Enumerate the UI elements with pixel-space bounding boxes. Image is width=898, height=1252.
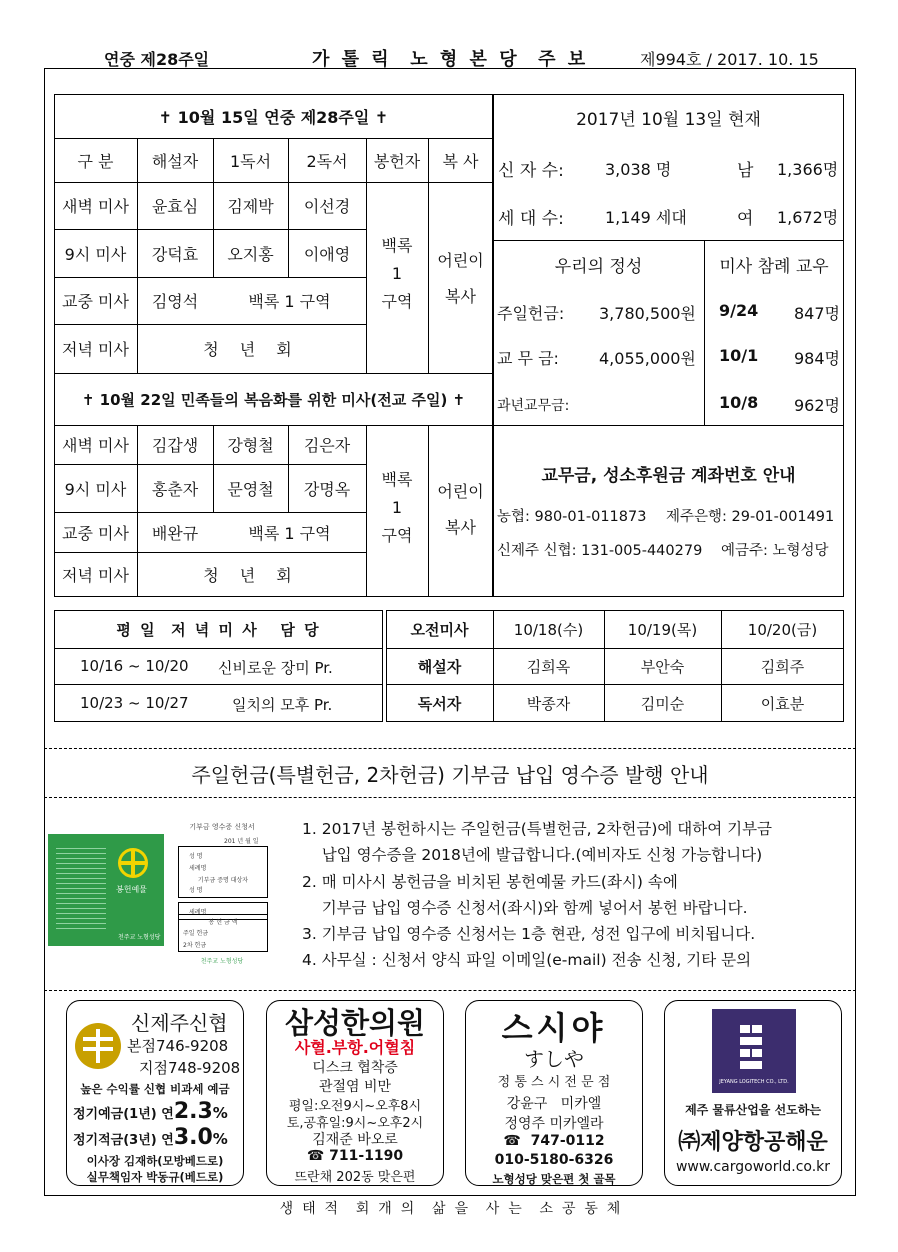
cell: 청 년 회 — [203, 340, 300, 359]
cell: 김갑생 — [151, 436, 199, 455]
believers-label: 신 자 수: — [498, 161, 564, 181]
mass-label: 저녁 미사 — [62, 340, 129, 359]
card-label: 봉헌예물 — [116, 885, 147, 894]
account-line: 예금주: 노형성당 — [721, 543, 829, 559]
form-field: 주일 헌금 — [183, 930, 209, 937]
account-title: 교무금, 성소후원금 계좌번호 안내 — [541, 465, 796, 486]
ad-line: 강윤구 미카엘 — [506, 1096, 602, 1112]
day-header: 10/19(목) — [627, 620, 698, 639]
ad-line: 사혈.부항.어혈침 — [294, 1038, 416, 1057]
account-line: 제주은행: 29-01-001491 — [666, 509, 835, 525]
receipt-item: 기부금 납입 영수증 신청서(좌시)와 함께 넣어서 봉헌 바랍니다. — [302, 899, 748, 917]
card-text-block — [56, 844, 106, 930]
cell: 청 년 회 — [203, 566, 300, 585]
role-name: 김희옥 — [526, 657, 571, 676]
col-header: 복 사 — [442, 151, 479, 171]
ad-rate-unit: % — [212, 1104, 228, 1122]
receipt-item: 2. 매 미사시 봉헌금을 비치된 봉헌예물 카드(좌시) 속에 — [302, 873, 678, 891]
form-box — [178, 846, 268, 898]
receipt-item: 3. 기부금 납입 영수증 신청서는 1층 현관, 성전 입구에 비치됩니다. — [302, 925, 756, 943]
cell: 백록 1 구역 — [248, 292, 331, 311]
ad-name: 신제주신협 — [131, 1011, 228, 1035]
stats-asof: 2017년 10월 13일 현재 — [576, 109, 761, 130]
weekday-group: 일치의 모후 Pr. — [232, 696, 333, 714]
cell: 백록 1 구역 — [248, 523, 331, 543]
receipt-item: 4. 사무실 : 신청서 양식 파일 이메일(e-mail) 전송 신청, 기타 문의 — [302, 951, 752, 969]
ad-line: 제주 물류산업을 선도하는 — [685, 1103, 821, 1117]
ad-line: 관절염 비만 — [318, 1079, 392, 1095]
offering-label: 과년교무금: — [497, 398, 570, 414]
offerer-line: 1 — [391, 498, 403, 517]
ad-line: 정 통 스 시 전 문 점 — [497, 1075, 611, 1090]
offerer-line: 구역 — [381, 292, 413, 311]
ad-credit-union[interactable] — [66, 1000, 244, 1186]
attendance-date: 10/8 — [719, 393, 759, 412]
offering-value: 4,055,000원 — [599, 349, 696, 368]
households-value: 1,149 세대 — [605, 208, 687, 227]
cell: 강덕효 — [151, 244, 199, 264]
divider-dashed — [44, 797, 856, 798]
ad-rate-label: 정기적금(3년) 연 — [73, 1133, 174, 1148]
ad-rate-value: 3.0 — [173, 1125, 213, 1150]
male-label: 남 — [737, 161, 754, 181]
schedule-title-2: ✝ 10월 22일 민족들의 복음화를 위한 미사(전교 주일) ✝ — [81, 390, 466, 409]
form-field: 2차 헌금 — [183, 942, 207, 949]
role-name: 김희주 — [760, 657, 805, 676]
attendance-title: 미사 참례 교우 — [719, 256, 829, 277]
offerer-cell — [366, 466, 428, 550]
offering-card-image — [48, 834, 164, 946]
cell: 김제박 — [227, 197, 274, 216]
mass-label: 새벽 미사 — [62, 197, 129, 216]
ad-subtitle: すしや — [524, 1047, 584, 1071]
ad-rate — [73, 1099, 228, 1124]
offerer-line: 백록 — [381, 236, 413, 255]
ad-line: 뜨란채 202동 맞은편 — [294, 1170, 416, 1185]
receipt-item: 납입 영수증을 2018년에 발급합니다.(예비자도 신청 가능합니다) — [302, 846, 763, 864]
attendance-count: 962명 — [794, 396, 840, 415]
cell: 홍춘자 — [151, 479, 199, 499]
header-right: 제994호 / 2017. 10. 15 — [640, 50, 819, 69]
receipt-title: 주일헌금(특별헌금, 2차헌금) 기부금 납입 영수증 발행 안내 — [191, 762, 709, 787]
ad-shipping[interactable] — [664, 1000, 842, 1186]
altar-line: 복사 — [445, 518, 476, 537]
altar-line: 어린이 — [437, 251, 484, 270]
day-header: 10/18(수) — [513, 620, 584, 639]
altar-server-cell — [428, 474, 493, 546]
offering-label: 주일헌금: — [497, 304, 565, 323]
role-name: 김미순 — [640, 694, 685, 713]
female-value: 1,672명 — [777, 208, 839, 227]
mass-label: 새벽 미사 — [62, 436, 129, 455]
divider-dashed — [44, 990, 856, 991]
receipt-form-image — [174, 818, 270, 966]
ad-rate-label: 정기예금(1년) 연 — [73, 1107, 174, 1122]
col-header: 해설자 — [151, 151, 199, 171]
shipping-logo — [712, 1009, 796, 1093]
offerer-cell — [366, 232, 428, 316]
header-title: 가 톨 릭 노 형 본 당 주 보 — [312, 49, 589, 70]
ad-rate-value: 2.3 — [173, 1099, 213, 1124]
altar-line: 어린이 — [437, 482, 484, 501]
footer-slogan: 생 태 적 회 개 의 삶 을 사 는 소 공 동 체 — [279, 1201, 621, 1217]
cell: 배완규 — [151, 523, 199, 543]
offering-label: 교 무 금: — [497, 349, 559, 368]
morning-mass-corner: 오전미사 — [410, 620, 469, 639]
altar-line: 복사 — [445, 287, 476, 306]
form-section: 기부금 증명 대상자 — [197, 877, 249, 884]
ad-line: 김재준 바오로 — [312, 1132, 398, 1148]
cross-circle-icon — [118, 848, 148, 878]
ad-line: 정영주 미카엘라 — [504, 1116, 604, 1132]
ad-line: 노형성당 맞은편 첫 골목 — [492, 1172, 616, 1186]
role-name: 박종자 — [526, 694, 571, 713]
cell: 김은자 — [303, 436, 351, 455]
weekday-group: 신비로운 장미 Pr. — [218, 659, 333, 677]
ad-line: 실무책임자 박동규(베드로) — [86, 1170, 224, 1184]
offering-value: 3,780,500원 — [599, 304, 696, 323]
col-header: 구 분 — [77, 151, 114, 171]
ad-phone: ☎ 747-0112 — [503, 1133, 605, 1149]
ad-name: 삼성한의원 — [284, 1006, 426, 1040]
form-field: 성 명 — [189, 887, 203, 894]
ad-line: 평일:오전9시~오후8시 — [288, 1099, 422, 1114]
cell: 오지홍 — [227, 244, 274, 264]
mass-label: 9시 미사 — [64, 479, 127, 499]
weekday-dates: 10/23 ~ 10/27 — [80, 694, 189, 712]
receipt-item: 1. 2017년 봉헌하시는 주일헌금(특별헌금, 2차헌금)에 대하여 기부금 — [302, 820, 773, 838]
form-footer: 천주교 노형성당 — [200, 958, 244, 965]
role-label: 해설자 — [417, 657, 462, 676]
col-header: 2독서 — [306, 151, 348, 171]
form-box — [178, 914, 268, 952]
ad-rate-unit: % — [212, 1130, 228, 1148]
ad-line: 디스크 협착증 — [312, 1060, 398, 1076]
offerer-line: 구역 — [381, 526, 413, 545]
ad-name: 스시야 — [501, 1009, 607, 1047]
cell: 이애영 — [303, 244, 351, 264]
ad-line: 토,공휴일:9시~오후2시 — [286, 1116, 424, 1131]
ad-line: 높은 수익률 신협 비과세 예금 — [80, 1082, 230, 1096]
form-title: 기부금 영수증 신청서 — [189, 823, 255, 831]
col-header: 1독서 — [229, 151, 272, 171]
ad-sushi[interactable] — [465, 1000, 643, 1186]
form-date: 201 년 월 일 — [224, 838, 259, 845]
schedule-title: ✝ 10월 15일 연중 제28주일 ✝ — [158, 107, 389, 127]
ad-phone: 지점748-9208 — [139, 1059, 241, 1077]
believers-value: 3,038 명 — [605, 160, 672, 179]
attendance-count: 847명 — [794, 304, 840, 323]
role-label: 독서자 — [417, 694, 462, 713]
offerer-line: 백록 — [381, 470, 413, 489]
offerer-line: 1 — [391, 264, 403, 283]
cell: 이선경 — [303, 197, 351, 216]
ad-name: ㈜제양항공해운 — [678, 1130, 828, 1155]
account-line: 신제주 신협: 131-005-440279 — [497, 543, 703, 559]
mass-label: 교중 미사 — [62, 292, 129, 311]
role-name: 부안숙 — [640, 657, 685, 676]
col-header: 봉헌자 — [373, 151, 421, 171]
ad-url[interactable]: www.cargoworld.co.kr — [675, 1159, 831, 1175]
ad-phone: 본점746-9208 — [127, 1037, 229, 1055]
female-label: 여 — [737, 209, 754, 229]
role-name: 이효분 — [760, 694, 805, 713]
ad-phone: ☎ 711-1190 — [306, 1148, 404, 1164]
attendance-count: 984명 — [794, 349, 840, 368]
households-label: 세 대 수: — [498, 209, 564, 229]
divider-dashed — [44, 748, 856, 749]
cell: 김영석 — [151, 292, 199, 311]
cell: 강명옥 — [303, 479, 351, 499]
ad-phone: 010-5180-6326 — [494, 1152, 614, 1168]
logo-text: JEYANG LOGITECH CO., LTD. — [719, 1079, 789, 1085]
ad-line: 이사장 김재하(모방베드로) — [86, 1154, 224, 1168]
form-section: 봉 헌 금 액 — [208, 919, 238, 926]
account-line: 농협: 980-01-011873 — [497, 509, 647, 525]
form-field: 세례명 — [189, 909, 207, 916]
credit-union-logo — [75, 1023, 121, 1069]
attendance-date: 9/24 — [719, 301, 759, 320]
form-field: 세례명 — [189, 865, 207, 872]
mass-label: 저녁 미사 — [62, 566, 129, 585]
offering-title: 우리의 정성 — [554, 256, 643, 277]
ad-rate — [73, 1125, 228, 1150]
mass-label: 9시 미사 — [64, 244, 127, 264]
ad-clinic[interactable] — [266, 1000, 444, 1186]
cell: 윤효심 — [151, 197, 199, 216]
mass-label: 교중 미사 — [62, 523, 129, 543]
card-footer: 천주교 노형성당 — [118, 934, 161, 941]
day-header: 10/20(금) — [747, 620, 818, 639]
attendance-date: 10/1 — [719, 346, 759, 365]
cell: 문영철 — [227, 479, 274, 499]
cell: 강형철 — [227, 436, 274, 455]
weekday-title: 평 일 저 녁 미 사 담 당 — [116, 620, 321, 639]
male-value: 1,366명 — [777, 160, 839, 179]
altar-server-cell — [428, 243, 493, 315]
form-field: 성 명 — [189, 853, 203, 860]
weekday-dates: 10/16 ~ 10/20 — [80, 657, 189, 675]
header-left: 연중 제28주일 — [104, 50, 210, 69]
